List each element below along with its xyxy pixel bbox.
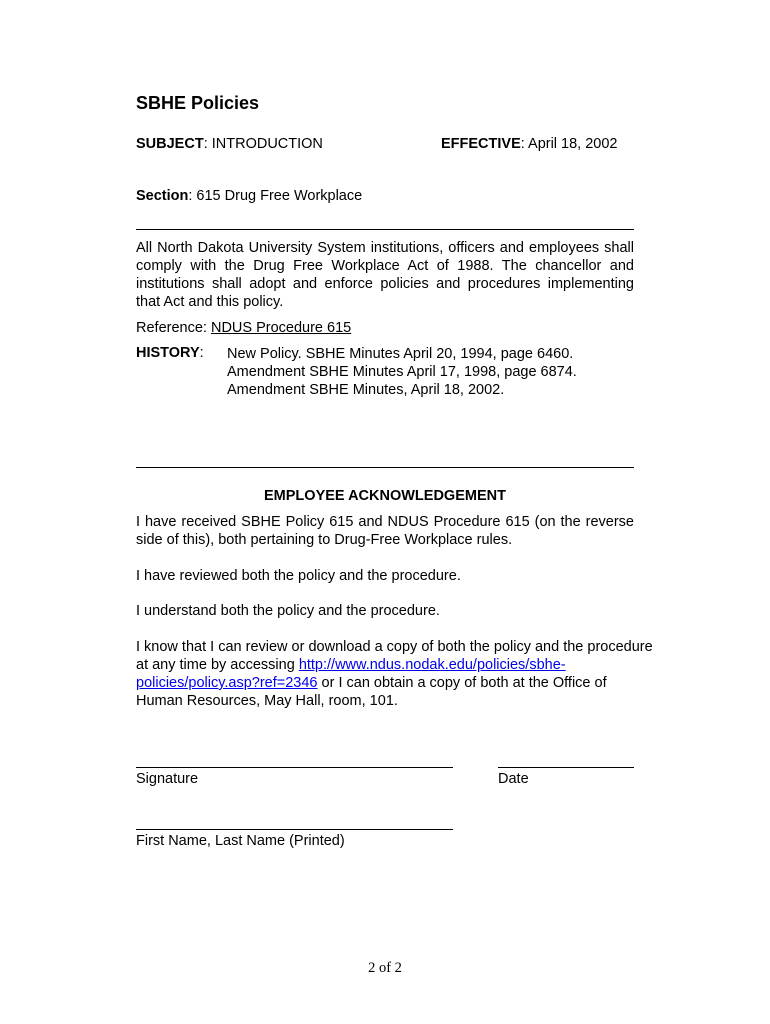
history-item: Amendment SBHE Minutes April 17, 1998, page 6874. [227,364,577,380]
middle-divider [136,467,634,468]
signature-line[interactable] [136,767,453,768]
history-item: Amendment SBHE Minutes, April 18, 2002. [227,382,505,398]
section-label: Section [136,188,189,204]
section-value: : 615 Drug Free Workplace [188,188,363,204]
signature-label: Signature [136,771,199,787]
history-item: New Policy. SBHE Minutes April 20, 1994, page 6460. [227,346,574,362]
reference-line [136,319,634,337]
date-line[interactable] [498,767,634,768]
effective-label: EFFECTIVE [441,136,521,152]
ack-paragraph-access [136,638,656,710]
history-colon: : [199,345,204,361]
effective-value: : April 18, 2002 [520,136,618,152]
effective-line [441,136,618,152]
page-number: 2 of 2 [368,960,402,976]
acknowledgement-title: EMPLOYEE ACKNOWLEDGEMENT [264,488,506,504]
history-label-wrap [136,345,204,361]
access-text-before: I know that I can review or download a copy of both the policy and the procedure at any time by accessing [136,639,653,673]
history-label: HISTORY [136,345,200,361]
date-label: Date [498,771,529,787]
reference-prefix: Reference: [136,320,211,336]
ack-paragraph-received: I have received SBHE Policy 615 and NDUS Procedure 615 (on the reverse side of this), both pertaining to Drug-Free Workplace rules. [136,514,634,548]
ack-paragraph-understand: I understand both the policy and the procedure. [136,603,440,619]
policy-body: All North Dakota University System institutions, officers and employees shall comply with the Drug Free Workplace Act of 1988. The chancellor and institutions shall adopt and enforce policies and procedures implementing that Act and this policy. [136,240,634,310]
page-title: SBHE Policies [136,93,260,113]
reference-link[interactable]: NDUS Procedure 615 [210,320,352,336]
top-divider [136,229,634,230]
access-text-after: or I can obtain a copy of both at the Office of Human Resources, May Hall, room, 101. [136,675,607,709]
ack-paragraph-reviewed: I have reviewed both the policy and the procedure. [136,568,461,584]
printed-name-label: First Name, Last Name (Printed) [136,833,345,849]
subject-label: SUBJECT [136,136,204,152]
policy-url-link[interactable]: http://www.ndus.nodak.edu/policies/sbhe-policies/policy.asp?ref=2346 [136,657,566,691]
history-list [227,345,577,399]
subject-value: : INTRODUCTION [203,136,323,152]
section-line [136,188,362,204]
printed-name-line[interactable] [136,829,453,830]
subject-line [136,136,323,152]
